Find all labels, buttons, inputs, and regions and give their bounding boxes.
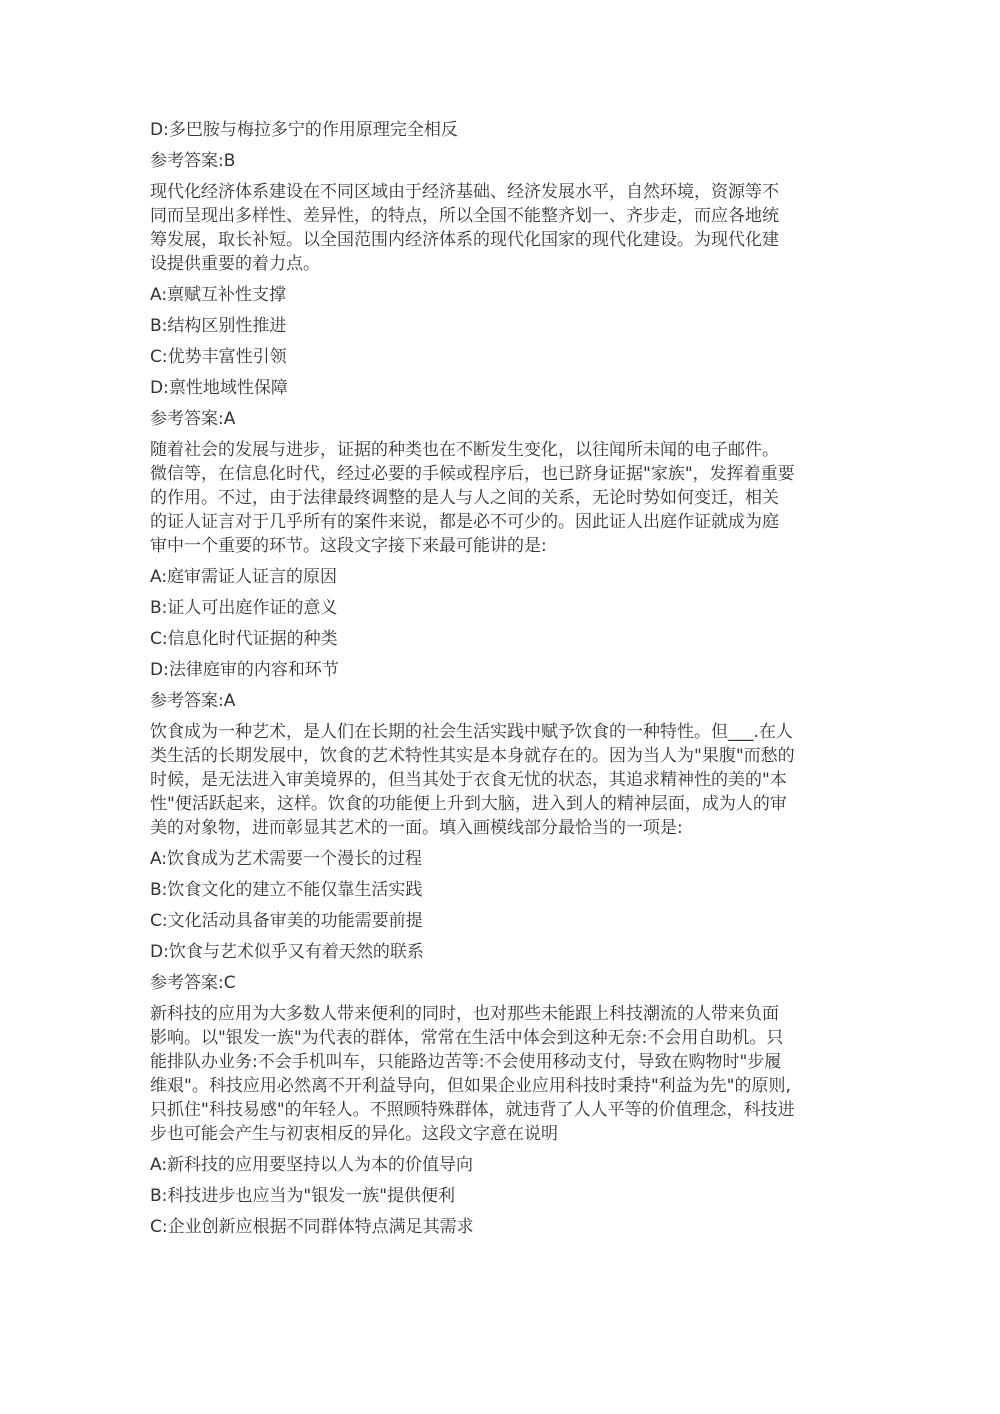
question-line: 美的对象物，进而彰显其艺术的一面。填入画模线部分最恰当的一项是: [150, 818, 683, 838]
option-c: C:文化活动具备审美的功能需要前提 [150, 911, 423, 931]
question-line: 的证人证言对于几乎所有的案件来说，都是必不可少的。因此证人出庭作证就成为庭 [150, 512, 779, 532]
question-line: 影响。以"银发一族"为代表的群体，常常在生活中体会到这种无奈:不会用自助机。只 [150, 1028, 784, 1048]
option-a: A:禀赋互补性支撑 [150, 285, 287, 305]
option-c: C:信息化时代证据的种类 [150, 629, 338, 649]
option-a: A:庭审需证人证言的原因 [150, 567, 338, 587]
question-line: 微信等，在信息化时代，经过必要的手候或程序后，也已跻身证据"家族"，发挥着重要 [150, 464, 795, 484]
question-line: 筹发展，取长补短。以全国范围内经济体系的现代化国家的现代化建设。为现代化建 [150, 230, 779, 250]
option-b: B:证人可出庭作证的意义 [150, 598, 338, 618]
answer: 参考答案:B [150, 151, 236, 171]
question-line: 审中一个重要的环节。这段文字接下来最可能讲的是: [150, 536, 547, 556]
answer: 参考答案:A [150, 691, 236, 711]
question-line: 设提供重要的着力点。 [150, 254, 320, 274]
option-d: D:多巴胺与梅拉多宁的作用原理完全相反 [150, 120, 458, 140]
question-text [150, 438, 850, 558]
question-line: 的作用。不过，由于法律最终调整的是人与人之间的关系，无论时势如何变迁，相关 [150, 488, 779, 508]
question-text [150, 180, 850, 276]
answer: 参考答案:A [150, 409, 236, 429]
question-line: 随着社会的发展与进步，证据的种类也在不断发生变化，以往闻所未闻的电子邮件。 [150, 440, 779, 460]
option-d: D:饮食与艺术似乎又有着天然的联系 [150, 942, 424, 962]
question-text [150, 1002, 850, 1146]
option-b: B:结构区别性推进 [150, 316, 287, 336]
question-line: 饮食成为一种艺术，是人们在长期的社会生活实践中赋予饮食的一种特性。但___.在人 [150, 722, 793, 742]
question-line: 只抓住"科技易感"的年轻人。不照顾特殊群体，就违背了人人平等的价值理念，科技进 [150, 1100, 795, 1120]
option-d: D:法律庭审的内容和环节 [150, 660, 339, 680]
question-line: 步也可能会产生与初衷相反的异化。这段文字意在说明 [150, 1124, 558, 1144]
question-text [150, 720, 850, 840]
answer: 参考答案:C [150, 973, 236, 993]
question-line: 同而呈现出多样性、差异性，的特点，所以全国不能整齐划一、齐步走，而应各地统 [150, 206, 779, 226]
option-c: C:优势丰富性引领 [150, 347, 287, 367]
question-line: 时候，是无法进入审美境界的，但当其处于衣食无忧的状态，其追求精神性的美的"本 [150, 770, 787, 790]
option-b: B:科技进步也应当为"银发一族"提供便利 [150, 1186, 456, 1206]
option-a: A:新科技的应用要坚持以人为本的价值导向 [150, 1155, 474, 1175]
option-d: D:禀性地域性保障 [150, 378, 288, 398]
question-line: 性"便活跃起来，这样。饮食的功能便上升到大脑，进入到人的精神层面，成为人的审 [150, 794, 787, 814]
question-line: 类生活的长期发展中，饮食的艺术特性其实是本身就存在的。因为当人为"果腹"而愁的 [150, 746, 795, 766]
question-line: 维艰"。科技应用必然离不开利益导向，但如果企业应用科技时秉持"利益为先"的原则, [150, 1076, 791, 1096]
option-a: A:饮食成为艺术需要一个漫长的过程 [150, 849, 423, 869]
option-c: C:企业创新应根据不同群体特点满足其需求 [150, 1217, 474, 1237]
question-line: 能排队办业务:不会手机叫车，只能路边苦等:不会使用移动支付，导致在购物时"步履 [150, 1052, 782, 1072]
question-line: 新科技的应用为大多数人带来便利的同时，也对那些未能跟上科技潮流的人带来负面 [150, 1004, 779, 1024]
question-line: 现代化经济体系建设在不同区域由于经济基础、经济发展水平，自然环境，资源等不 [150, 182, 779, 202]
option-b: B:饮食文化的建立不能仅靠生活实践 [150, 880, 423, 900]
